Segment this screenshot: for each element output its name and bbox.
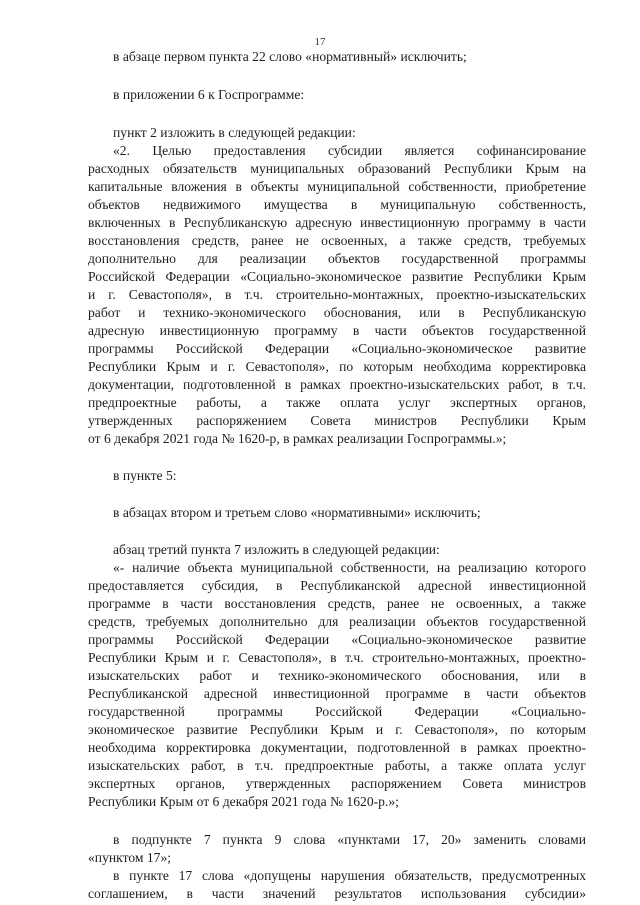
paragraph-line: в абзаце первом пункта 22 слово «нормативный» исключить; <box>113 49 467 64</box>
paragraph-line: необходима корректировка документации, подготовленной в рамках проектно- <box>88 740 586 755</box>
paragraph-line: абзац третий пункта 7 изложить в следующей редакции: <box>113 542 440 557</box>
paragraph-line: Республики Крым и г. Севастополя», по которым необходима корректировка <box>88 359 586 374</box>
paragraph-line: Республики Крым от 6 декабря 2021 года № 1620-р.»; <box>88 794 399 809</box>
paragraph-line: восстановления средств, ранее не освоенных, а также средств, требуемых <box>88 233 586 248</box>
paragraph-line: Республики Крым и г. Севастополя», в т.ч. строительно-монтажных, проектно- <box>88 650 586 665</box>
paragraph-line: «пунктом 17»; <box>88 850 172 865</box>
paragraph-line: программы Российской Федерации «Социально-экономическое развитие <box>88 341 586 356</box>
paragraph-line: утвержденных распоряжением Совета министров Республики Крым <box>88 413 586 428</box>
paragraph-line: «- наличие объекта муниципальной собственности, на реализацию которого <box>113 560 586 575</box>
paragraph-line: экономическое развитие Республики Крым и г. Севастополя», по которым <box>88 722 586 737</box>
paragraph-line: Республиканской адресной инвестиционной программе в части объектов <box>88 686 586 701</box>
paragraph-line: адресную инвестиционную программу в части объектов государственной <box>88 323 586 338</box>
paragraph-line: программе в части восстановления средств, ранее не освоенных, а также <box>88 596 586 611</box>
paragraph-line: средств, требуемых дополнительно для реализации объектов государственной <box>88 614 586 629</box>
paragraph-line: экспертных органов, утвержденных распоряжением Совета министров <box>88 776 586 791</box>
paragraph-line: Российской Федерации «Социально-экономическое развитие Республики Крым <box>88 269 586 284</box>
paragraph-line: соглашением, в части значений результатов использования субсидии» <box>88 886 586 901</box>
paragraph-line: «2. Целью предоставления субсидии является софинансирование <box>113 143 586 158</box>
paragraph-line: расходных обязательств муниципальных образований Республики Крым на <box>88 161 586 176</box>
paragraph-line: предпроектные работы, а также оплата услуг экспертных органов, <box>88 395 586 410</box>
paragraph-line: в подпункте 7 пункта 9 слова «пунктами 17, 20» заменить словами <box>113 832 586 847</box>
paragraph-line: включенных в Республиканскую адресную инвестиционную программу в части <box>88 215 586 230</box>
paragraph-line: в пункте 17 слова «допущены нарушения обязательств, предусмотренных <box>113 868 586 883</box>
paragraph-line: программы Российской Федерации «Социально-экономическое развитие <box>88 632 586 647</box>
paragraph-line: работ и технико-экономического обоснования, или в Республиканскую <box>88 305 586 320</box>
paragraph-line: государственной программы Российской Федерации «Социально- <box>88 704 586 719</box>
paragraph-line: дополнительно для реализации объектов государственной программы <box>88 251 586 266</box>
paragraph-line: изыскательских работ, в т.ч. предпроектные работы, а также оплата услуг <box>88 758 586 773</box>
paragraph-line: объектов недвижимого имущества в муниципальную собственность, <box>88 197 586 212</box>
paragraph-line: в пункте 5: <box>113 468 177 483</box>
paragraph-line: документации, подготовленной в рамках проектно-изыскательских работ, в т.ч. <box>88 377 586 392</box>
paragraph-line: предоставляется субсидия, в Республиканской адресной инвестиционной <box>88 578 586 593</box>
paragraph-line: от 6 декабря 2021 года № 1620-р, в рамках реализации Госпрограммы.»; <box>88 431 507 446</box>
paragraph-line: и г. Севастополя», в т.ч. строительно-монтажных, проектно-изыскательских <box>88 287 586 302</box>
paragraph-line: пункт 2 изложить в следующей редакции: <box>113 125 356 140</box>
paragraph-line: изыскательских работ и технико-экономического обоснования, или в <box>88 668 586 683</box>
paragraph-line: в приложении 6 к Госпрограмме: <box>113 87 305 102</box>
page-number: 17 <box>314 36 326 48</box>
paragraph-line: капитальные вложения в объекты муниципальной собственности, приобретение <box>88 179 586 194</box>
paragraph-line: в абзацах втором и третьем слово «нормативными» исключить; <box>113 505 481 520</box>
